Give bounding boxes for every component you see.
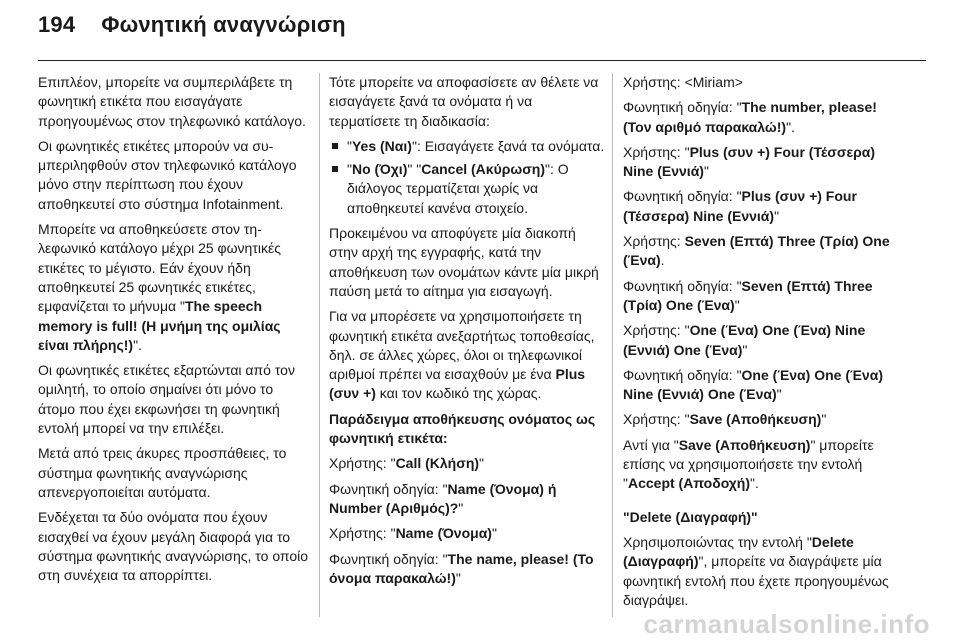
section-heading: "Delete (Διαγραφή)" [623,508,758,525]
dialog-line: Φωνητική οδηγία: "Name (Όνομα) ή Number (Αριθμός)?" [329,480,557,516]
dialog-line: Χρήστης: "Plus (συν +) Four (Τέσσερα) Nine (Εννιά)" [623,143,876,180]
dialog-line: Χρήστης: "Call (Κλήση)" [329,455,485,472]
paragraph: Μπορείτε να αποθηκεύσετε στον τηλεφωνικό κατάλογο μέχρι 25 φωνητικές ετικέτες το μέγιστο. Εάν έχουν ήδη αποθηκευτεί 25 φωνητικές ετικέτες, εμφανίζεται το μήνυμα "The speech memory is full! (Η μνήμη της ομιλίας είναι πλήρης!)". [38,221,281,353]
column-1 [38,73,314,591]
dialog-line: Χρήστης: "Save (Αποθήκευση)" [623,411,827,428]
paragraph: Αντί για "Save (Αποθήκευση)" μπορείτε επίσης να χρησιμοποιήσετε την εντολή "Accept (Αποδοχή)". [623,436,874,492]
paragraph: Τότε μπορείτε να αποφασίσετε αν θέλετε να εισαγάγετε ξανά τα ονόματα ή να τερματίσετε τη διαδικασία: [329,74,599,129]
dialog-line: Χρήστης: "Name (Όνομα)" [329,525,497,542]
header-rule [38,60,926,61]
section-heading: Παράδειγμα αποθήκευσης ονόματος ως φωνητική ετικέτα: [329,410,596,447]
dialog-line: Φωνητική οδηγία: "The number, please! (Τον αριθμό παρακαλώ!)". [623,99,877,135]
dialog-line: Φωνητική οδηγία: "One (Ένα) One (Ένα) Nine (Εννιά) One (Ένα)" [623,366,883,403]
paragraph: Χρησιμοποιώντας την εντολή "Delete (Διαγραφή)", μπορείτε να διαγράψετε μία φωνητική εντολή που έχετε προηγουμένως διαγράψει. [623,533,889,608]
list-item: "No (Όχι)" "Cancel (Ακύρωση)": Ο διάλογος τερματίζεται χωρίς να αποθηκευτεί κανένα στοιχείο. [329,160,606,218]
dialog-line: Φωνητική οδηγία: "The name, please! (Το όνομα παρακαλώ!)" [329,550,594,586]
paragraph: Οι φωνητικές ετικέτες μπορούν να συμπεριληφθούν στον τηλεφωνικό κατάλογο μόνο στην περίπτωση που έχουν αποθηκευτεί στο σύστημα Infotainment. [38,137,297,212]
page-header [38,12,346,38]
dialog-line: Χρήστης: "One (Ένα) One (Ένα) Nine (Εννιά) One (Ένα)" [623,322,866,358]
paragraph: Ενδέχεται τα δύο ονόματα που έχουν εισαχθεί να έχουν μεγάλη διαφορά για το σύστημα φωνητικής αναγνώρισης, το οποίο στη συνέχεια τα απορρίπτει. [38,509,309,584]
dialog-line: Χρήστης: <Miriam> [623,74,743,90]
dialog-line: Φωνητική οδηγία: "Plus (συν +) Four (Τέσσερα) Nine (Εννιά)" [623,188,857,224]
dialog-line: Χρήστης: Seven (Επτά) Three (Τρία) One (Ένα). [623,233,890,269]
column-3 [623,73,906,616]
paragraph: Προκειμένου να αποφύγετε μία διακοπή στην αρχή της εγγραφής, κατά την αποθήκευση των ονομάτων κάντε μία μικρή παύση μετά το αίτημα για εισαγωγή. [329,225,599,299]
list-item: "Yes (Ναι)": Εισαγάγετε ξανά τα ονόματα. [329,137,606,156]
column-divider [612,73,613,617]
paragraph: Επιπλέον, μπορείτε να συμπεριλάβετε τη φωνητική ετικέτα που εισαγάγατε προηγουμένως στον τηλεφωνικό κατάλογο. [38,74,306,129]
paragraph: Για να μπορέσετε να χρησιμοποιήσετε τη φωνητική ετικέτα ανεξαρτήτως τοποθεσίας, δηλ. σε άλλες χώρες, όλοι οι τηλεφωνικοί αριθμοί πρέπει να εισαχθούν με ένα Plus (συν +) και τον κωδικό της χώρας. [329,308,595,402]
watermark: carmanualsonline.info [643,609,930,639]
column-2 [329,73,606,594]
page-number: 194 [38,12,76,37]
paragraph: Οι φωνητικές ετικέτες εξαρτώνται από τον ομιλητή, το οποίο σημαίνει ότι μόνο το άτομο που έχει εκφωνήσει τη φωνητική εντολή μπορεί να την επιλέξει. [38,362,295,437]
paragraph: Μετά από τρεις άκυρες προσπάθειες, το σύστημα φωνητικής αναγνώρισης απενεργοποιείται αυτόματα. [38,445,287,500]
dialog-line: Φωνητική οδηγία: "Seven (Επτά) Three (Τρία) One (Ένα)" [623,277,873,313]
page-title: Φωνητική αναγνώριση [101,12,346,37]
message-text: The speech memory is full! (Η μνήμη της ομιλίας είναι πλήρης!) [38,298,281,353]
option-list [329,137,606,218]
column-divider [319,73,320,617]
